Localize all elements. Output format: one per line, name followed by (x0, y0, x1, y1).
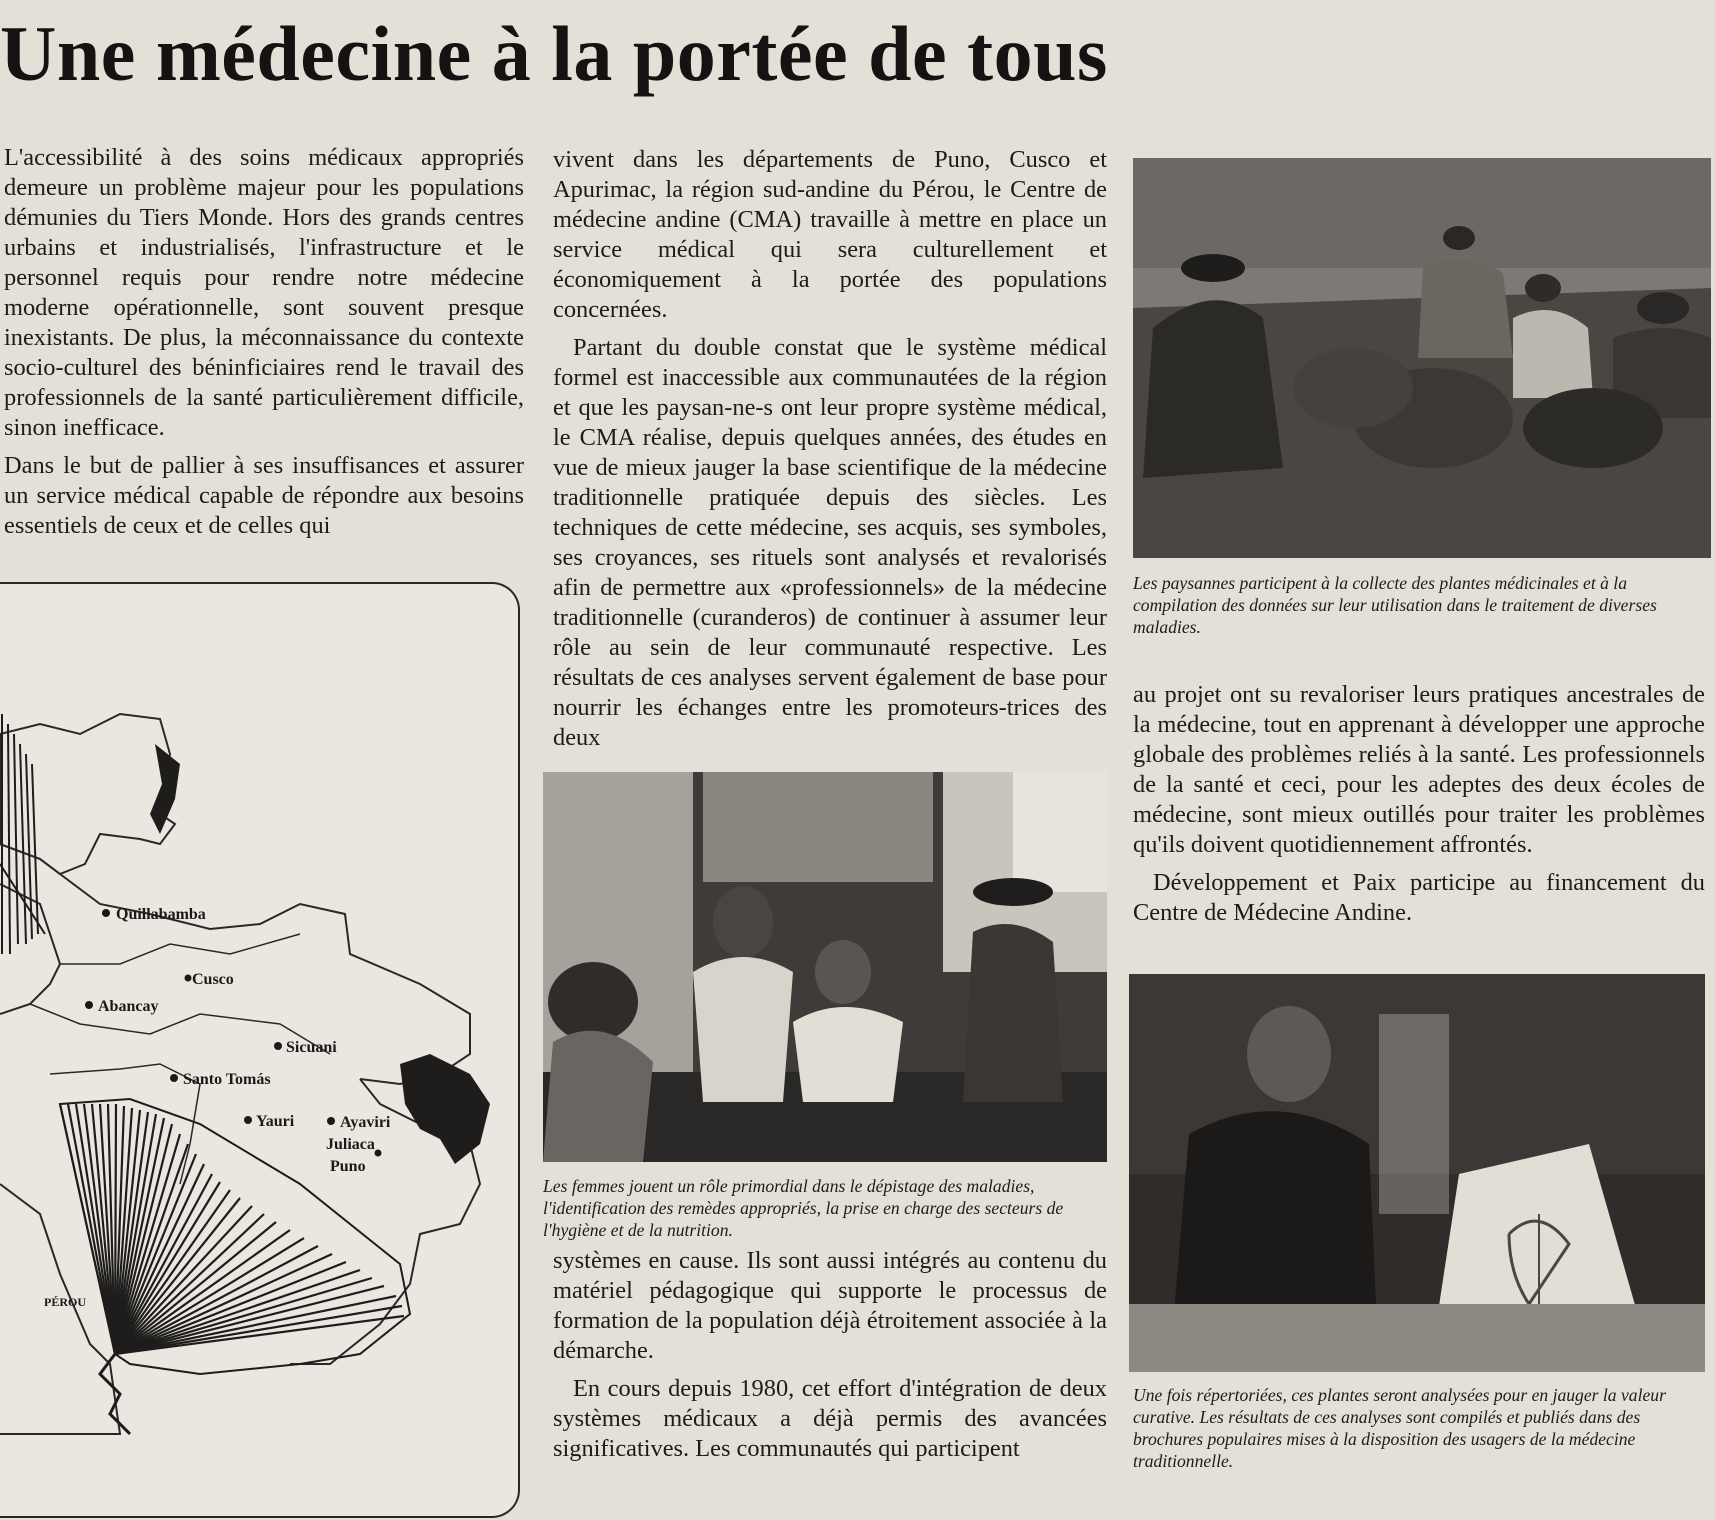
paragraph: systèmes en cause. Ils sont aussi intégrés au contenu du matériel pédagogique qui supporte le processus de formation de la population déjà étroitement associée à la démarche. (553, 1247, 1107, 1364)
map-label-quillabamba: Quillabamba (116, 906, 206, 923)
column-2-top (553, 145, 1107, 753)
article-title: Une médecine à la portée de tous (0, 10, 1108, 97)
paragraph: au projet ont su revaloriser leurs pratiques ancestrales de la médecine, tout en apprenant à développer une approche globale des problèmes reliés à la santé. Les professionnels de la santé et ceci, pour les adeptes des deux écoles de médecine, sont mieux outillés pour traiter les problèmes qu'ils doivent quotidiennement affrontés. (1133, 681, 1705, 858)
photo-peasants (1133, 158, 1711, 558)
paragraph: Dans le but de pallier à ses insuffisances et assurer un service médical capable de répondre aux besoins essentiels de ceux et de celles qui (4, 452, 524, 539)
column-2-bottom (553, 1246, 1107, 1464)
photo-plant-analysis (1129, 974, 1705, 1372)
paragraph: vivent dans les départements de Puno, Cusco et Apurimac, la région sud-andine du Pérou, le Centre de médecine andine (CMA) travaille à mettre en place un service médical qui sera culturellement et économiquement à la portée des populations concernées. (553, 146, 1107, 323)
map-graphic (0, 584, 518, 1516)
map-label-sicuani: Sicuani (286, 1039, 337, 1056)
caption-photo-peasants: Les paysannes participent à la collecte des plantes médicinales et à la compilation des données sur leur utilisation dans le traitement de diverses maladies. (1133, 573, 1657, 637)
caption-photo-plant-analysis: Une fois répertoriées, ces plantes seront analysées pour en jauger la valeur curative. Les résultats de ces analyses sont compilés et publiés dans des brochures populaires mises à la disposition des usagers de la médecine traditionnelle. (1133, 1385, 1666, 1471)
paragraph: En cours depuis 1980, cet effort d'intégration de deux systèmes médicaux a déjà permis des avancées significatives. Les communautés qui participent (553, 1375, 1107, 1462)
map-label-juliaca: Juliaca (326, 1136, 375, 1153)
paragraph: L'accessibilité à des soins médicaux appropriés demeure un problème majeur pour les populations démunies du Tiers Monde. Hors des grands centres urbains et industrialisés, l'infrastructure et le personnel requis pour rendre notre médecine moderne opérationnelle, sont souvent presque inexistants. De plus, la méconnaissance du contexte socio-culturel des béninficiaires rend le travail des professionnels de la santé particulièrement difficile, sinon inefficace. (4, 144, 524, 441)
map-label-puno: Puno (330, 1158, 366, 1175)
map-label-ayaviri: Ayaviri (340, 1114, 391, 1131)
column-1 (4, 143, 524, 541)
column-3 (1133, 680, 1705, 928)
map-label-cusco: Cusco (192, 971, 234, 988)
caption-photo-women: Les femmes jouent un rôle primordial dans le dépistage des maladies, l'identification des remèdes appropriés, la prise en charge des secteurs de l'hygiène et de la nutrition. (543, 1176, 1064, 1240)
map-label-abancay: Abancay (98, 998, 159, 1015)
map-label-santo-tomas: Santo Tomás (183, 1071, 271, 1088)
map-label-yauri: Yauri (256, 1113, 295, 1130)
peru-region-map (0, 582, 520, 1518)
paragraph: Partant du double constat que le système médical formel est inaccessible aux communautées de la région et que les paysan-ne-s ont leur propre système médical, le CMA réalise, depuis quelques années, des études en vue de mieux jauger la base scientifique de la médecine traditionnelle pratiquée depuis des siècles. Les techniques de cette médecine, ses acquis, ses symboles, ses croyances, ses rituels sont analysés et revalorisés afin de permettre aux «professionnels» de la médecine traditionnelle (curanderos) de continuer à assumer leur rôle au sein de leur communauté respective. Les résultats de ces analyses servent également de base pour nourrir les échanges entre les promoteurs-trices des deux (553, 334, 1107, 751)
map-label-country: PÉROU (44, 1295, 86, 1309)
photo-women (543, 772, 1107, 1162)
paragraph: Développement et Paix participe au financement du Centre de Médecine Andine. (1133, 869, 1705, 926)
